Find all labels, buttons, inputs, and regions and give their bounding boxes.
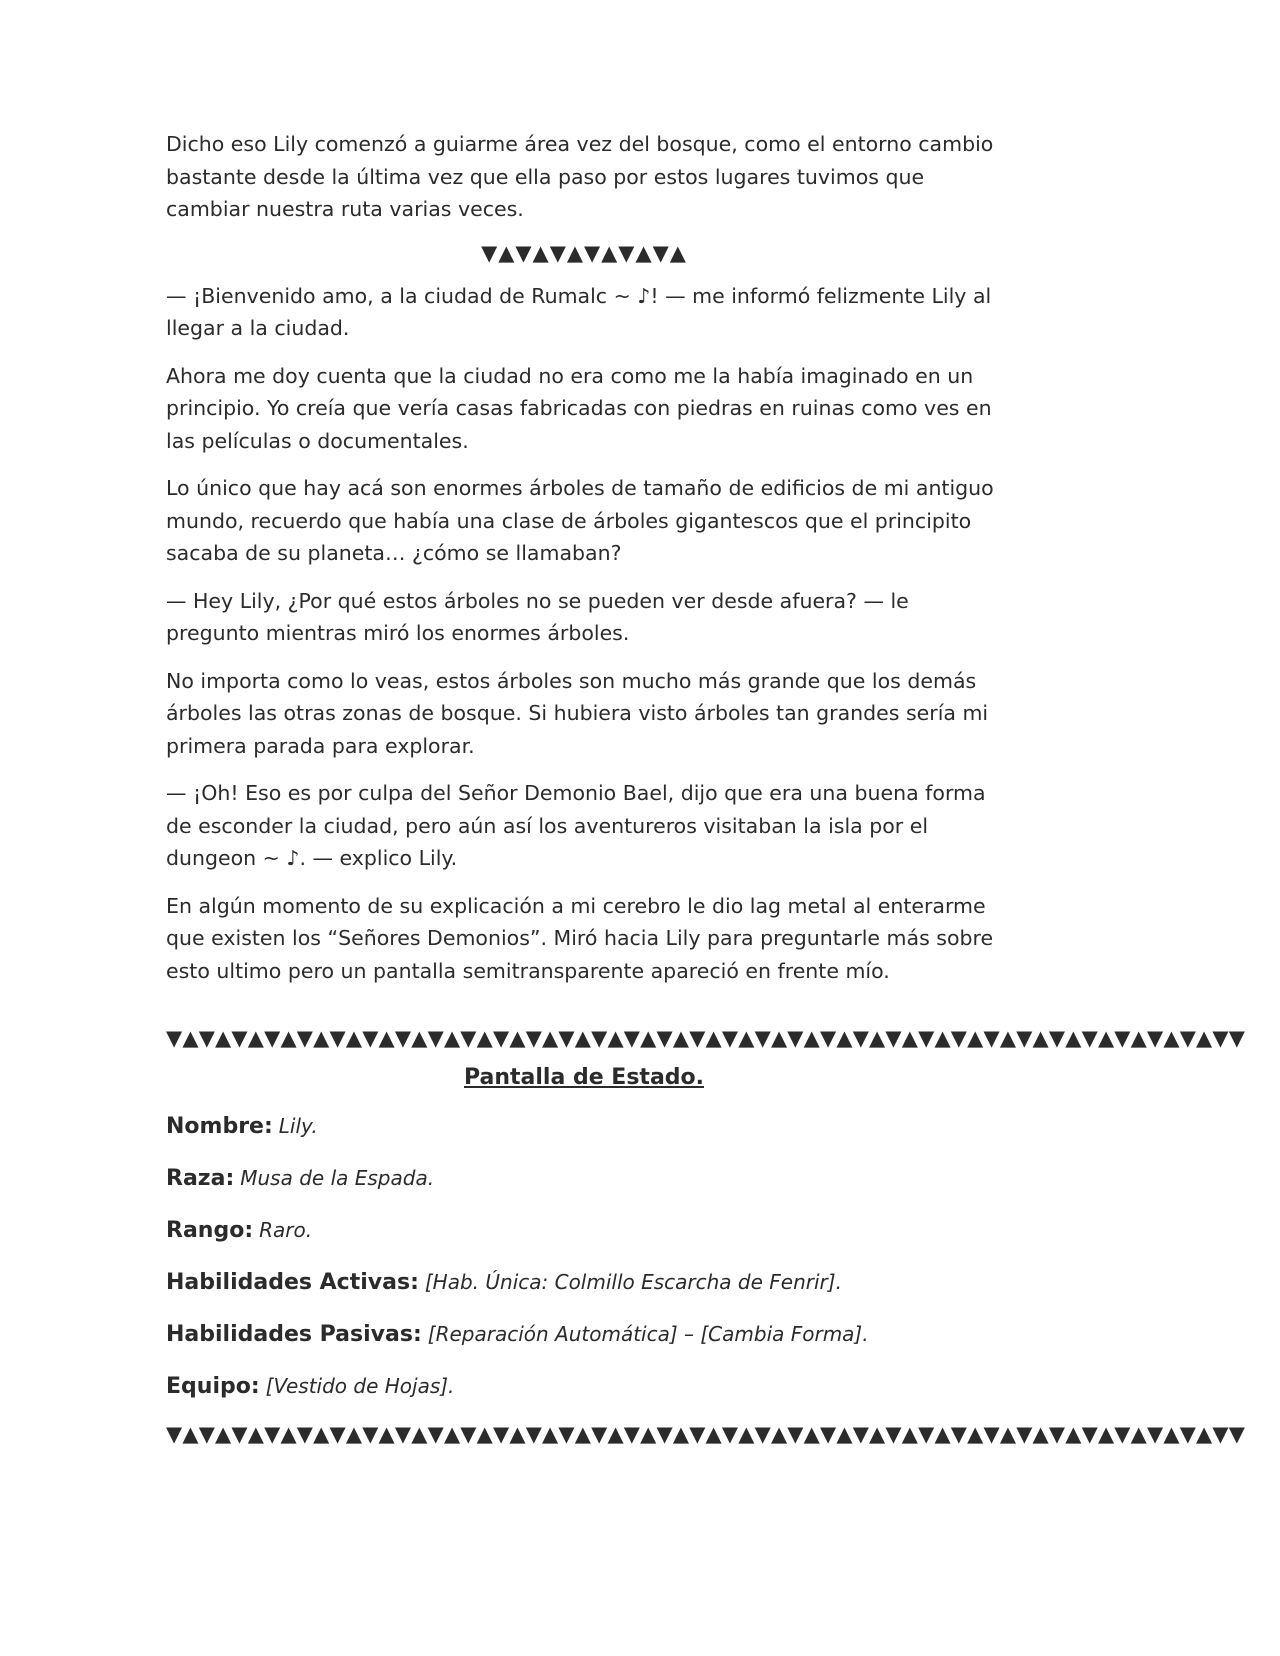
status-field-label: Equipo [166,1374,251,1399]
status-field-colon: : [263,1114,273,1139]
status-divider-top: ▼▲▼▲▼▲▼▲▼▲▼▲▼▲▼▲▼▲▼▲▼▲▼▲▼▲▼▲▼▲▼▲▼▲▼▲▼▲▼▲▼▲▼▲▼▲▼▲▼▲▼▲▼▲▼▲▼▲▼▲▼▲▼▲▼▼ [166,1026,1246,1050]
paragraph: — Hey Lily, ¿Por qué estos árboles no se pueden ver desde afuera? — le pregunto mientras miró los enormes árboles. [166,588,909,645]
status-field-label: Rango [166,1218,245,1243]
paragraph: Ahora me doy cuenta que la ciudad no era como me la había imaginado en un principio. Yo creía que vería casas fabricadas con piedras en ruinas como ves en las películas o documentales. [166,363,992,453]
status-field-label: Habilidades Pasivas [166,1322,413,1347]
paragraph: No importa como lo veas, estos árboles son mucho más grande que los demás árboles las otras zonas de bosque. Si hubiera visto árboles tan grandes sería mi primera parada para explorar. [166,668,989,758]
status-field-colon: : [244,1218,254,1243]
status-divider-bottom: ▼▲▼▲▼▲▼▲▼▲▼▲▼▲▼▲▼▲▼▲▼▲▼▲▼▲▼▲▼▲▼▲▼▲▼▲▼▲▼▲▼▲▼▲▼▲▼▲▼▲▼▲▼▲▼▲▼▲▼▲▼▲▼▲▼▼ [166,1422,1246,1446]
status-field-nombre [166,1109,1002,1144]
scene-break-divider: ▼▲▼▲▼▲▼▲▼▲▼▲ [481,240,687,265]
status-field-value: Musa de la Espada. [240,1166,435,1190]
status-field-habilidades-pasivas [166,1317,1002,1352]
paragraph: — ¡Bienvenido amo, a la ciudad de Rumalc ~ ♪! — me informó felizmente Lily al llegar a la ciudad. [166,283,992,340]
status-field-rango [166,1213,1002,1248]
status-field-colon: : [410,1270,419,1295]
document-page [166,128,1246,1447]
status-field-value: Lily. [278,1114,318,1138]
status-screen-title: Pantalla de Estado. [463,1065,705,1090]
status-field-habilidades-activas [166,1265,1002,1300]
paragraph: — ¡Oh! Eso es por culpa del Señor Demonio Bael, dijo que era una buena forma de esconder la ciudad, pero aún así los aventureros visitaban la isla por el dungeon ~ ♪. — explico Lily. [166,781,986,870]
status-field-colon: : [225,1166,235,1191]
status-field-value: [Vestido de Hojas]. [265,1374,455,1398]
status-field-equipo [166,1369,1002,1404]
status-field-label: Raza [166,1166,226,1191]
status-field-value: Raro. [259,1218,313,1242]
status-field-colon: : [412,1322,422,1347]
status-field-colon: : [250,1374,260,1399]
status-field-label: Habilidades Activas [166,1270,411,1295]
paragraph: En algún momento de su explicación a mi cerebro le dio lag metal al enterarme que existen los “Señores Demonios”. Miró hacia Lily para preguntarle más sobre esto ultimo pero un pantalla semitransparente apareció en frente mío. [166,893,994,983]
status-field-value: [Reparación Automática] – [Cambia Forma]. [427,1322,869,1346]
paragraph: Dicho eso Lily comenzó a guiarme área vez del bosque, como el entorno cambio bastante desde la última vez que ella paso por estos lugares tuvimos que cambiar nuestra ruta varias veces. [166,132,994,221]
status-field-raza [166,1161,1002,1196]
paragraph: Lo único que hay acá son enormes árboles de tamaño de edificios de mi antiguo mundo, recuerdo que había una clase de árboles gigantescos que el principito sacaba de su planeta… ¿cómo se llamaban? [166,476,994,565]
status-field-value: [Hab. Única: Colmillo Escarcha de Fenrir]. [424,1270,842,1294]
status-field-label: Nombre [166,1114,264,1139]
